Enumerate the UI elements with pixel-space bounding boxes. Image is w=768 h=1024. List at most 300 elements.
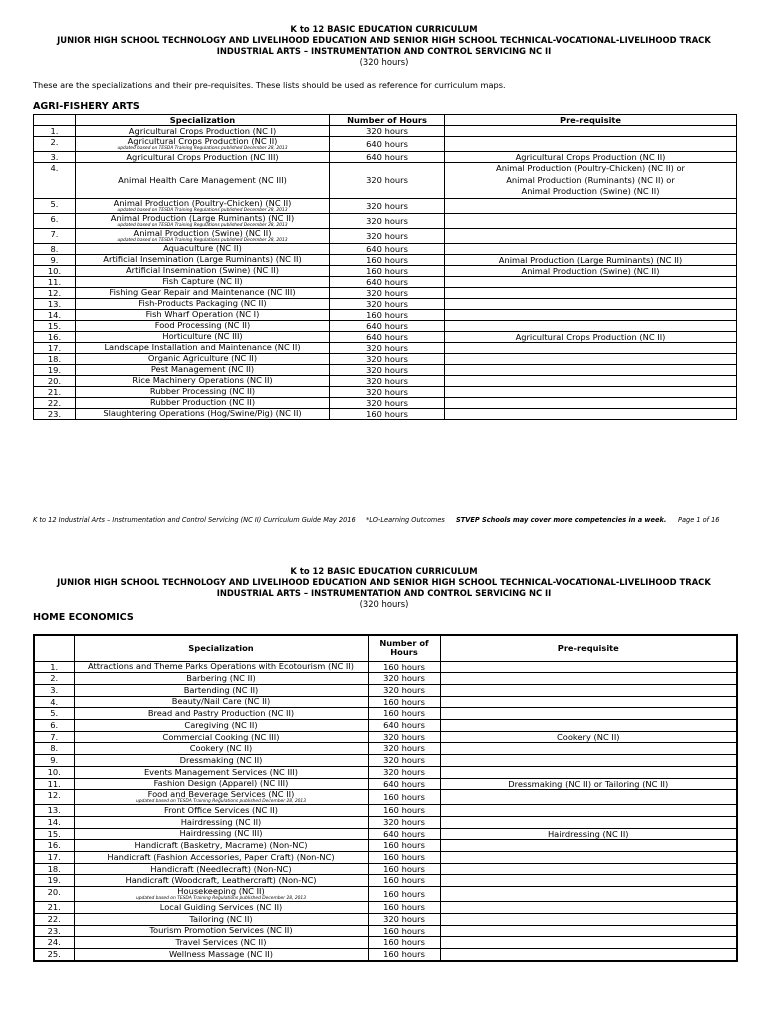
row-prerequisite: [445, 137, 737, 152]
row-hours: 320 hours: [330, 213, 445, 228]
row-prerequisite: [445, 331, 737, 342]
column-header-hours: Number of Hours: [330, 115, 445, 126]
row-number: 25.: [34, 948, 74, 960]
table-row: [34, 805, 737, 817]
table-row: [34, 902, 737, 914]
footer-stvep: STVEP Schools may cover more competencies in a week.: [456, 516, 667, 524]
row-number: 22.: [34, 397, 76, 408]
table-row: [34, 840, 737, 852]
row-prerequisite: [440, 720, 737, 732]
row-number: 7.: [34, 731, 74, 743]
specialization-name: Animal Production (Poultry-Chicken) (NC II): [113, 198, 292, 208]
column-header-specialization: Specialization: [76, 115, 330, 126]
specialization-name: Pest Management (NC II): [150, 364, 255, 374]
row-hours: 640 hours: [330, 137, 445, 152]
table-row: [34, 137, 737, 152]
tesda-update-note: updated based on TESDA Training Regulations published December 28, 2013: [135, 896, 306, 902]
row-number: 9.: [34, 254, 76, 265]
section-title-agri-fishery: AGRI-FISHERY ARTS: [33, 101, 140, 112]
row-specialization: [74, 816, 368, 828]
column-header-hours-line-1: Number of: [379, 638, 429, 649]
agri-fishery-table-body: [34, 126, 737, 420]
row-number: 17.: [34, 852, 74, 864]
row-number: 1.: [34, 661, 74, 673]
table-row: [34, 353, 737, 364]
table-row: [34, 790, 737, 805]
row-specialization: [76, 375, 330, 386]
column-header-prerequisite: Pre-requisite: [445, 115, 737, 126]
table-row: [34, 254, 737, 265]
table-row: [34, 766, 737, 778]
row-specialization: [74, 708, 368, 720]
row-number: 18.: [34, 863, 74, 875]
specialization-name: Aquaculture (NC II): [163, 243, 242, 253]
specialization-name: Wellness Massage (NC II): [168, 948, 274, 959]
row-specialization: [74, 828, 368, 840]
prerequisite-text: Animal Production (Swine) (NC II): [521, 186, 660, 196]
row-hours: 640 hours: [368, 720, 440, 732]
row-number: 20.: [34, 375, 76, 386]
prerequisite-text: Agricultural Crops Production (NC II): [515, 152, 666, 162]
specialization-name: Food and Beverage Services (NC II): [147, 789, 295, 800]
row-prerequisite: [445, 198, 737, 213]
specialization-name: Front Office Services (NC II): [163, 805, 279, 816]
table-row: [34, 198, 737, 213]
table-row: [34, 163, 737, 199]
column-header-hours-line-2: Hours: [390, 647, 418, 658]
row-prerequisite: [445, 320, 737, 331]
specialization-name: Cookery (NC II): [189, 743, 253, 754]
row-number: 21.: [34, 902, 74, 914]
column-header-hours: [368, 635, 440, 661]
specialization-name: Rubber Production (NC II): [149, 397, 256, 407]
row-number: 3.: [34, 152, 76, 163]
row-number: 8.: [34, 743, 74, 755]
row-number: 12.: [34, 287, 76, 298]
prerequisite-text: Animal Production (Poultry-Chicken) (NC II) or: [496, 163, 685, 173]
row-hours: 320 hours: [330, 287, 445, 298]
row-hours: 160 hours: [368, 708, 440, 720]
column-header-num: [34, 635, 74, 661]
table-row: [34, 828, 737, 840]
row-hours: 320 hours: [330, 342, 445, 353]
tesda-update-note: updated based on TESDA Training Regulations published December 28, 2013: [117, 146, 288, 151]
row-prerequisite: [445, 243, 737, 254]
row-hours: 160 hours: [368, 902, 440, 914]
specialization-name: Organic Agriculture (NC II): [147, 353, 258, 363]
row-prerequisite: [445, 375, 737, 386]
row-specialization: [76, 276, 330, 287]
header-hours: (320 hours): [359, 57, 409, 67]
prerequisite-text: Animal Production (Ruminants) (NC II) or: [506, 174, 675, 185]
specialization-name: Events Management Services (NC III): [143, 766, 299, 777]
row-number: 13.: [34, 805, 74, 817]
specialization-name: Rice Machinery Operations (NC II): [132, 375, 273, 385]
row-prerequisite: [440, 755, 737, 767]
row-prerequisite: [440, 790, 737, 805]
row-prerequisite: [445, 342, 737, 353]
row-hours: 160 hours: [368, 661, 440, 673]
row-prerequisite: [440, 766, 737, 778]
table-row: [34, 720, 737, 732]
row-specialization: [76, 342, 330, 353]
row-specialization: [74, 743, 368, 755]
row-specialization: [74, 778, 368, 790]
row-number: 8.: [34, 243, 76, 254]
specialization-name: Handicraft (Woodcraft, Leathercraft) (Non-NC): [125, 875, 317, 886]
footer-lo: *LO-Learning Outcomes: [366, 516, 445, 524]
row-hours: 320 hours: [330, 198, 445, 213]
row-hours: 160 hours: [368, 840, 440, 852]
row-number: 5.: [34, 198, 76, 213]
row-prerequisite: [445, 309, 737, 320]
table-row: [34, 684, 737, 696]
row-specialization: [74, 948, 368, 960]
header-line-3: INDUSTRIAL ARTS – INSTRUMENTATION AND CONTROL SERVICING NC II: [216, 46, 552, 56]
specialization-name: Fish Capture (NC II): [162, 276, 243, 286]
specialization-name: Artificial Insemination (Swine) (NC II): [126, 265, 279, 275]
row-prerequisite: [445, 397, 737, 408]
row-specialization: [74, 913, 368, 925]
row-specialization: [74, 673, 368, 685]
row-prerequisite: [445, 254, 737, 265]
specialization-name: Artificial Insemination (Large Ruminants) (NC II): [103, 254, 302, 264]
table-row: [34, 213, 737, 228]
row-hours: 640 hours: [330, 243, 445, 254]
table-header-row: [34, 115, 737, 126]
row-prerequisite: [440, 661, 737, 673]
row-prerequisite: [445, 276, 737, 287]
specialization-name: Tailoring (NC II): [189, 913, 253, 924]
table-row: [34, 265, 737, 276]
specialization-name: Commercial Cooking (NC III): [162, 731, 280, 742]
row-specialization: [74, 661, 368, 673]
row-specialization: [76, 364, 330, 375]
row-number: 20.: [34, 887, 74, 902]
header-line-2: JUNIOR HIGH SCHOOL TECHNOLOGY AND LIVELIHOOD EDUCATION AND SENIOR HIGH SCHOOL TECHNICAL-VOCATIONAL-LIVELIHOOD TRACK: [57, 35, 711, 45]
table-row: [34, 887, 737, 902]
row-hours: 320 hours: [330, 126, 445, 137]
row-number: 7.: [34, 228, 76, 243]
intro-text: These are the specializations and their pre-requisites. These lists should be used as reference for curriculum maps.: [33, 80, 506, 90]
row-hours: 160 hours: [330, 408, 445, 419]
row-specialization: [74, 902, 368, 914]
row-specialization: [74, 875, 368, 887]
table-row: [34, 852, 737, 864]
table-row: [34, 408, 737, 419]
table-row: [34, 778, 737, 790]
row-specialization: [74, 925, 368, 937]
specialization-name: Housekeeping (NC II): [177, 886, 265, 897]
row-prerequisite: [440, 840, 737, 852]
row-number: 11.: [34, 276, 76, 287]
row-specialization: [76, 126, 330, 137]
row-prerequisite: [445, 386, 737, 397]
row-specialization: [74, 805, 368, 817]
specialization-name: Slaughtering Operations (Hog/Swine/Pig) (NC II): [103, 408, 302, 418]
row-specialization: [74, 684, 368, 696]
row-hours: 320 hours: [368, 684, 440, 696]
specialization-name: Handicraft (Basketry, Macrame) (Non-NC): [134, 840, 308, 851]
row-prerequisite: [440, 863, 737, 875]
specialization-name: Agricultural Crops Production (NC I): [128, 125, 277, 136]
specialization-name: Tourism Promotion Services (NC II): [149, 925, 293, 936]
row-prerequisite: [440, 743, 737, 755]
table-row: [34, 863, 737, 875]
tesda-update-note: updated based on TESDA Training Regulations published December 28, 2013: [135, 799, 306, 805]
agri-fishery-table: [33, 114, 737, 420]
specialization-name: Attractions and Theme Parks Operations with Ecotourism (NC II): [87, 661, 355, 672]
row-hours: 640 hours: [330, 276, 445, 287]
row-number: 23.: [34, 925, 74, 937]
table-row: [34, 364, 737, 375]
table-row: [34, 298, 737, 309]
row-number: 23.: [34, 408, 76, 419]
table-header-row: [34, 635, 737, 661]
row-hours: 160 hours: [368, 790, 440, 805]
row-specialization: [76, 265, 330, 276]
table-row: [34, 375, 737, 386]
specialization-name: Agricultural Crops Production (NC II): [127, 136, 278, 146]
specialization-name: Hairdressing (NC III): [179, 828, 263, 839]
specialization-name: Handicraft (Needlecraft) (Non-NC): [150, 863, 292, 874]
row-number: 10.: [34, 766, 74, 778]
row-specialization: [74, 696, 368, 708]
row-hours: 640 hours: [330, 331, 445, 342]
row-prerequisite: [445, 287, 737, 298]
row-number: 16.: [34, 840, 74, 852]
header-line-1: K to 12 BASIC EDUCATION CURRICULUM: [290, 566, 478, 576]
prerequisite-text: Agricultural Crops Production (NC II): [515, 331, 666, 342]
header-line-2: JUNIOR HIGH SCHOOL TECHNOLOGY AND LIVELIHOOD EDUCATION AND SENIOR HIGH SCHOOL TECHNICAL-VOCATIONAL-LIVELIHOOD TRACK: [57, 577, 711, 587]
home-economics-table: [33, 634, 738, 962]
row-hours: 160 hours: [330, 265, 445, 276]
table-row: [34, 342, 737, 353]
table-row: [34, 126, 737, 137]
row-number: 4.: [34, 696, 74, 708]
row-specialization: [76, 243, 330, 254]
row-hours: 320 hours: [368, 743, 440, 755]
row-hours: 320 hours: [330, 386, 445, 397]
row-hours: 320 hours: [330, 163, 445, 199]
row-number: 3.: [34, 684, 74, 696]
specialization-name: Animal Production (Large Ruminants) (NC II): [110, 213, 295, 223]
row-specialization: [76, 408, 330, 419]
row-prerequisite: [440, 925, 737, 937]
row-hours: 320 hours: [330, 375, 445, 386]
row-number: 5.: [34, 708, 74, 720]
row-specialization: [76, 309, 330, 320]
row-prerequisite: [440, 684, 737, 696]
specialization-name: Animal Production (Swine) (NC II): [133, 228, 272, 238]
row-hours: 320 hours: [368, 913, 440, 925]
row-number: 13.: [34, 298, 76, 309]
row-hours: 160 hours: [368, 696, 440, 708]
row-hours: 320 hours: [330, 364, 445, 375]
table-row: [34, 913, 737, 925]
footer-guide: K to 12 Industrial Arts – Instrumentation and Control Servicing (NC II) Curriculum Guide May 2016: [33, 516, 356, 524]
row-number: 18.: [34, 353, 76, 364]
prerequisite-text: Animal Production (Swine) (NC II): [521, 265, 660, 276]
specialization-name: Animal Health Care Management (NC III): [118, 174, 287, 185]
row-hours: 320 hours: [368, 816, 440, 828]
table-row: [34, 731, 737, 743]
row-prerequisite: [445, 152, 737, 163]
table-row: [34, 386, 737, 397]
row-specialization: [74, 731, 368, 743]
row-specialization: [74, 790, 368, 805]
row-specialization: [76, 397, 330, 408]
row-hours: 160 hours: [368, 863, 440, 875]
row-hours: 160 hours: [368, 937, 440, 949]
specialization-name: Horticulture (NC III): [162, 331, 243, 341]
row-number: 12.: [34, 790, 74, 805]
row-hours: 320 hours: [368, 673, 440, 685]
row-prerequisite: [445, 408, 737, 419]
table-row: [34, 708, 737, 720]
row-hours: 160 hours: [330, 309, 445, 320]
row-number: 19.: [34, 364, 76, 375]
table-row: [34, 276, 737, 287]
row-prerequisite: [440, 816, 737, 828]
header-line-3: INDUSTRIAL ARTS – INSTRUMENTATION AND CONTROL SERVICING NC II: [216, 588, 552, 598]
specialization-name: Beauty/Nail Care (NC II): [171, 696, 271, 707]
row-hours: 320 hours: [368, 766, 440, 778]
tesda-update-note: updated based on TESDA Training Regulations published December 28, 2013: [117, 222, 288, 228]
row-specialization: [74, 852, 368, 864]
specialization-name: Handicraft (Fashion Accessories, Paper Craft) (Non-NC): [107, 851, 335, 862]
row-prerequisite: [445, 228, 737, 243]
specialization-name: Caregiving (NC II): [184, 719, 258, 730]
row-hours: 640 hours: [330, 320, 445, 331]
footer-page-number: Page 1 of 16: [678, 516, 720, 524]
row-number: 2.: [34, 137, 76, 152]
specialization-name: Agricultural Crops Production (NC III): [126, 151, 279, 162]
row-specialization: [74, 937, 368, 949]
header-line-1: K to 12 BASIC EDUCATION CURRICULUM: [290, 24, 478, 34]
table-row: [34, 743, 737, 755]
row-number: 14.: [34, 816, 74, 828]
home-economics-table-body: [34, 661, 737, 961]
row-number: 9.: [34, 755, 74, 767]
row-specialization: [76, 287, 330, 298]
table-row: [34, 696, 737, 708]
row-specialization: [74, 766, 368, 778]
row-number: 6.: [34, 213, 76, 228]
row-number: 11.: [34, 778, 74, 790]
specialization-name: Fishing Gear Repair and Maintenance (NC III): [109, 287, 296, 297]
row-hours: 640 hours: [368, 828, 440, 840]
prerequisite-text: Animal Production (Large Ruminants) (NC II): [498, 254, 683, 265]
row-number: 2.: [34, 673, 74, 685]
row-specialization: [74, 840, 368, 852]
table-row: [34, 309, 737, 320]
row-hours: 320 hours: [330, 228, 445, 243]
row-hours: 320 hours: [368, 731, 440, 743]
table-row: [34, 331, 737, 342]
specialization-name: Bread and Pastry Production (NC II): [147, 708, 295, 719]
table-row: [34, 287, 737, 298]
row-prerequisite: [440, 673, 737, 685]
table-row: [34, 937, 737, 949]
row-number: 22.: [34, 913, 74, 925]
row-prerequisite: [445, 298, 737, 309]
table-row: [34, 673, 737, 685]
row-number: 16.: [34, 331, 76, 342]
table-row: [34, 397, 737, 408]
row-hours: 160 hours: [368, 875, 440, 887]
row-specialization: [76, 137, 330, 152]
row-specialization: [74, 863, 368, 875]
specialization-name: Dressmaking (NC II): [179, 754, 263, 765]
row-hours: 320 hours: [330, 298, 445, 309]
row-number: 14.: [34, 309, 76, 320]
row-hours: 320 hours: [330, 353, 445, 364]
row-prerequisite: Hairdressing (NC II): [440, 828, 737, 840]
column-header-num: [34, 115, 76, 126]
specialization-name: Rubber Processing (NC II): [149, 386, 256, 396]
row-hours: 160 hours: [368, 925, 440, 937]
row-prerequisite: [440, 948, 737, 960]
row-specialization: [74, 720, 368, 732]
row-prerequisite: [445, 126, 737, 137]
table-row: [34, 948, 737, 960]
tesda-update-note: updated based on TESDA Training Regulations published December 28, 2013: [117, 207, 288, 213]
row-prerequisite: [440, 696, 737, 708]
row-prerequisite: [440, 913, 737, 925]
row-hours: 160 hours: [368, 805, 440, 817]
row-specialization: [76, 228, 330, 243]
row-prerequisite: [440, 852, 737, 864]
specialization-name: Fashion Design (Apparel) (NC III): [153, 778, 289, 789]
row-specialization: [76, 386, 330, 397]
table-row: [34, 243, 737, 254]
row-prerequisite: [440, 887, 737, 902]
column-header-specialization: Specialization: [74, 635, 368, 661]
row-specialization: [76, 353, 330, 364]
table-row: [34, 925, 737, 937]
row-prerequisite: [440, 875, 737, 887]
specialization-name: Travel Services (NC II): [175, 937, 267, 948]
row-number: 15.: [34, 828, 74, 840]
row-prerequisite: [445, 364, 737, 375]
row-prerequisite: [445, 353, 737, 364]
row-hours: 640 hours: [330, 152, 445, 163]
row-hours: 160 hours: [368, 887, 440, 902]
tesda-update-note: updated based on TESDA Training Regulations published December 28, 2013: [117, 237, 288, 243]
row-number: 17.: [34, 342, 76, 353]
table-row: [34, 875, 737, 887]
row-specialization: [76, 331, 330, 342]
row-prerequisite: [445, 163, 737, 199]
row-specialization: [74, 755, 368, 767]
section-title-home-economics: HOME ECONOMICS: [33, 612, 134, 623]
specialization-name: Hairdressing (NC II): [180, 816, 262, 827]
table-row: [34, 228, 737, 243]
row-number: 15.: [34, 320, 76, 331]
table-row: [34, 320, 737, 331]
row-number: 24.: [34, 937, 74, 949]
row-hours: 640 hours: [368, 778, 440, 790]
specialization-name: Food Processing (NC II): [154, 320, 251, 330]
row-hours: 160 hours: [368, 852, 440, 864]
row-hours: 160 hours: [368, 948, 440, 960]
table-row: [34, 755, 737, 767]
specialization-name: Fish Wharf Operation (NC I): [145, 309, 260, 319]
row-number: 6.: [34, 720, 74, 732]
specialization-name: Fish-Products Packaging (NC II): [138, 298, 267, 308]
row-specialization: [74, 887, 368, 902]
